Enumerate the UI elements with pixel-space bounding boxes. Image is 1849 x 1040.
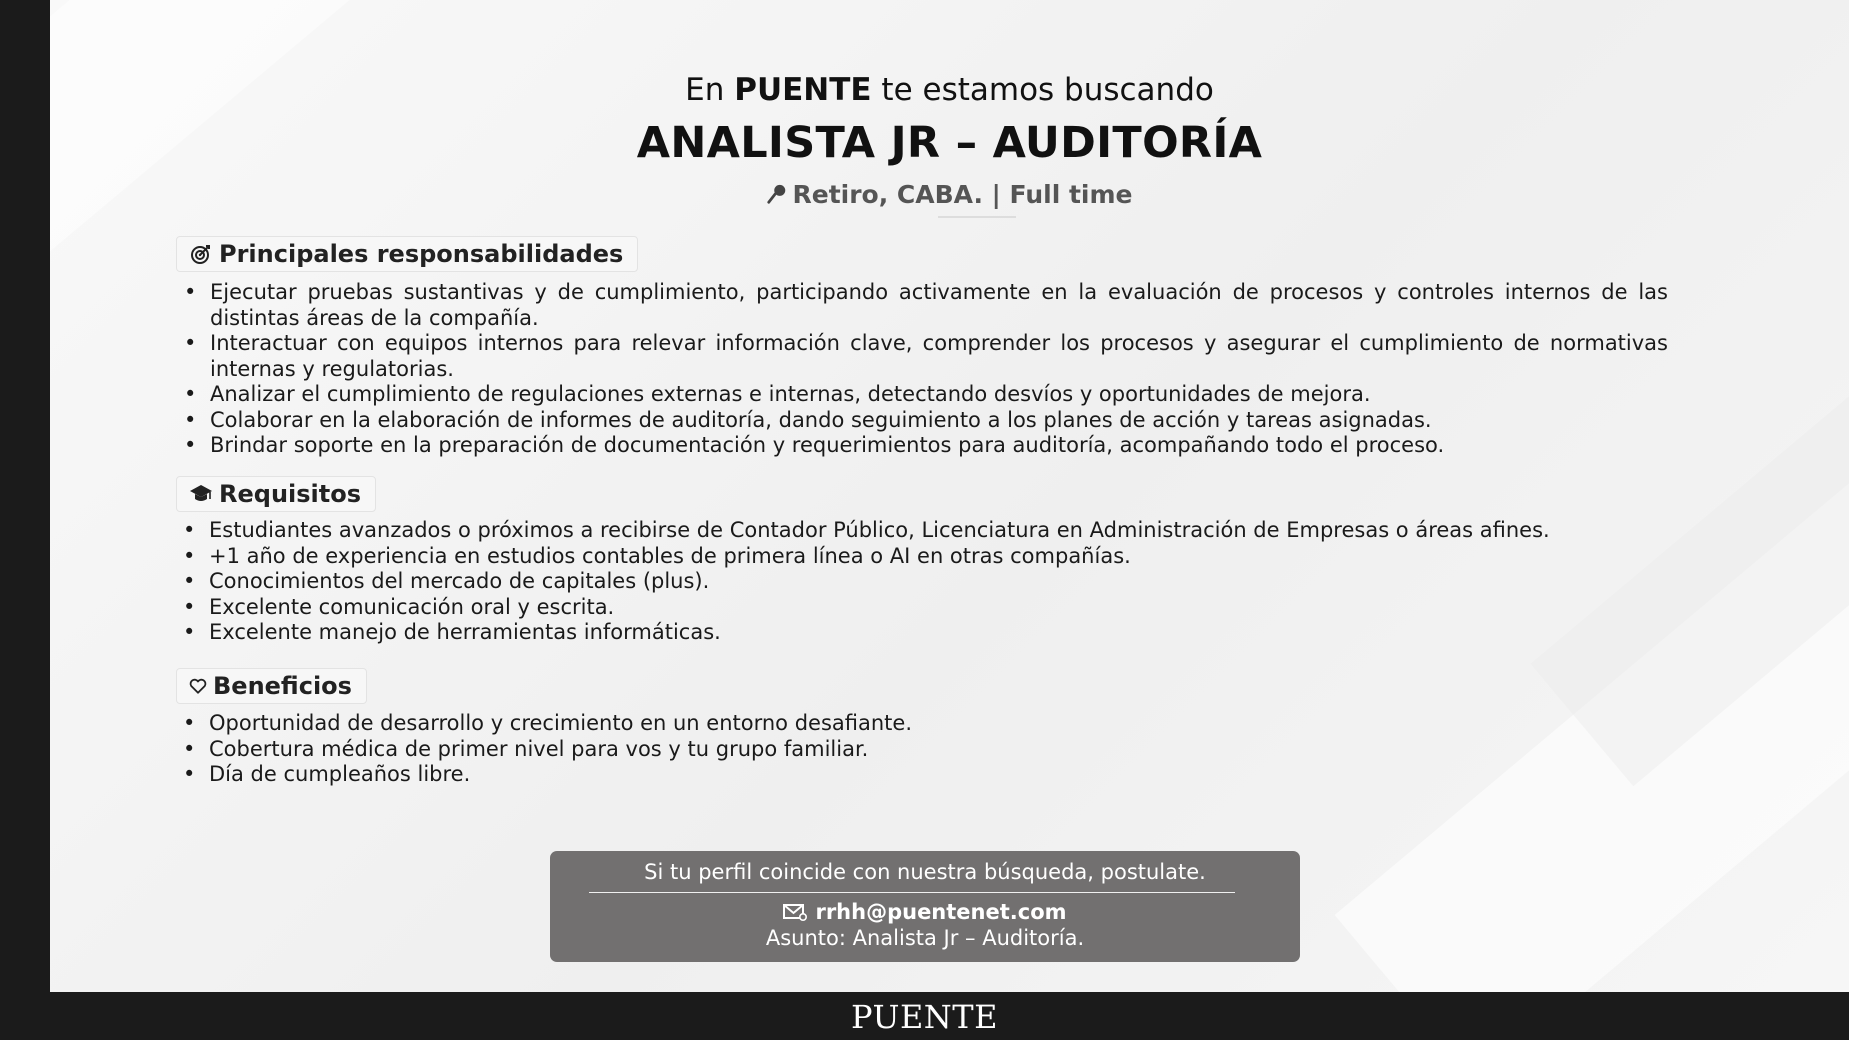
mail-icon — [783, 903, 807, 921]
list-item: • Conocimientos del mercado de capitales (plus). — [177, 569, 1667, 595]
list-item: • Estudiantes avanzados o próximos a recibirse de Contador Público, Licenciatura en Administración de Empresas o áreas afines. — [177, 518, 1667, 544]
apply-box — [550, 851, 1300, 962]
apply-divider — [589, 892, 1235, 893]
section-heading-beneficios — [176, 668, 367, 704]
apply-subject: Asunto: Analista Jr – Auditoría. — [765, 926, 1085, 950]
list-item: • Ejecutar pruebas sustantivas y de cumplimiento, participando activamente en la evaluación de procesos y controles internos de las distintas áreas de la compañía. — [178, 280, 1668, 331]
beneficios-list — [177, 711, 1667, 788]
graduation-cap-icon — [189, 482, 213, 506]
job-location — [50, 178, 1849, 212]
pin-icon — [766, 183, 788, 205]
list-item: • +1 año de experiencia en estudios contables de primera línea o AI en otras compañías. — [177, 544, 1667, 570]
list-item: • Cobertura médica de primer nivel para vos y tu grupo familiar. — [177, 737, 1667, 763]
section-heading-requisitos — [176, 476, 376, 512]
location-text: Retiro, CABA. | Full time — [792, 180, 1133, 209]
section-heading-responsabilidades — [176, 236, 638, 272]
list-item: • Brindar soporte en la preparación de documentación y requerimientos para auditoría, acompañando todo el proceso. — [178, 433, 1668, 459]
responsabilidades-list — [178, 280, 1668, 459]
heart-icon — [189, 677, 207, 695]
title-divider — [938, 216, 1016, 218]
apply-message: Si tu perfil coincide con nuestra búsqueda, postulate. — [644, 860, 1206, 884]
requisitos-list — [177, 518, 1667, 646]
list-item: • Excelente manejo de herramientas informáticas. — [177, 620, 1667, 646]
section-label: Beneficios — [213, 672, 352, 700]
list-item: • Colaborar en la elaboración de informes de auditoría, dando seguimiento a los planes de acción y tareas asignadas. — [178, 408, 1668, 434]
target-icon — [189, 242, 213, 266]
email-address-link[interactable]: rrhh@puentenet.com — [815, 900, 1067, 924]
intro-suffix: te estamos buscando — [871, 72, 1214, 108]
job-title: ANALISTA JR – AUDITORÍA — [636, 118, 1263, 168]
intro-prefix: En — [685, 72, 735, 108]
list-item: • Excelente comunicación oral y escrita. — [177, 595, 1667, 621]
intro-line — [50, 69, 1849, 111]
footer-brand-logo: PUENTE — [851, 998, 998, 1036]
list-item: • Oportunidad de desarrollo y crecimiento en un entorno desafiante. — [177, 711, 1667, 737]
list-item: • Interactuar con equipos internos para relevar información clave, comprender los procesos y asegurar el cumplimiento de normativas internas y regulatorias. — [178, 331, 1668, 382]
job-posting-slide — [50, 0, 1849, 992]
list-item: • Analizar el cumplimiento de regulaciones externas e internas, detectando desvíos y oportunidades de mejora. — [178, 382, 1668, 408]
brand-name: PUENTE — [734, 72, 872, 108]
list-item: • Día de cumpleaños libre. — [177, 762, 1667, 788]
section-label: Requisitos — [219, 480, 362, 508]
section-label: Principales responsabilidades — [219, 240, 624, 268]
